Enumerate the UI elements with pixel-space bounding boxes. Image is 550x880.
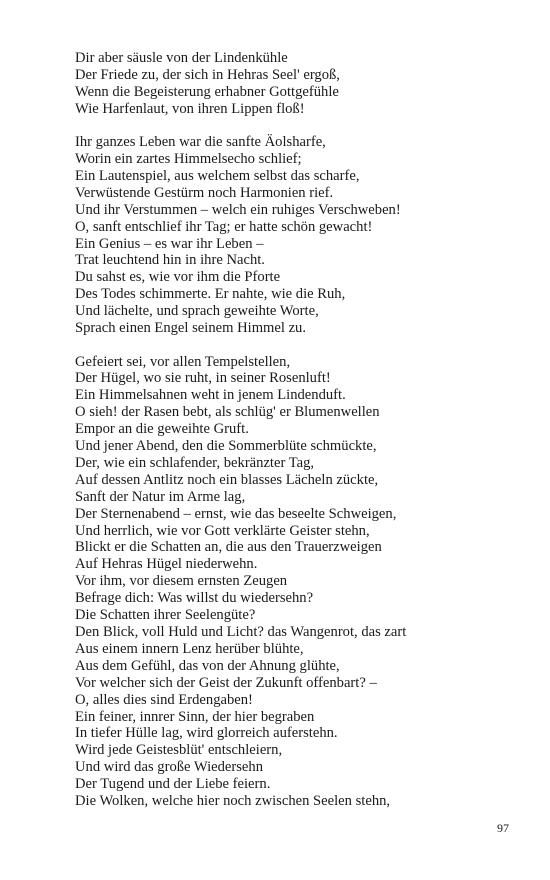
poem-line: Der Sternenabend – ernst, wie das beseelte Schweigen, bbox=[75, 505, 397, 522]
poem-line: Auf dessen Antlitz noch ein blasses Lächeln zückte, bbox=[75, 471, 379, 488]
poem-line: Sanft der Natur im Arme lag, bbox=[75, 488, 246, 505]
poem-line: In tiefer Hülle lag, wird glorreich auferstehn. bbox=[75, 725, 338, 742]
poem-line: Und lächelte, und sprach geweihte Worte, bbox=[75, 303, 319, 320]
poem-body bbox=[75, 50, 515, 826]
poem-line: Vor welcher sich der Geist der Zukunft offenbart? – bbox=[75, 674, 377, 691]
poem-line: Wird jede Geistesblüt' entschleiern, bbox=[75, 742, 283, 759]
poem-line: Den Blick, voll Huld und Licht? das Wangenrot, das zart bbox=[75, 624, 407, 640]
poem-line: Ein Genius – es war ihr Leben – bbox=[75, 235, 264, 252]
poem-line: Worin ein zartes Himmelsecho schlief; bbox=[75, 151, 302, 168]
poem-line: Aus einem innern Lenz herüber blühte, bbox=[75, 640, 304, 657]
poem-line: Die Wolken, welche hier noch zwischen Seelen stehn, bbox=[75, 793, 391, 810]
poem-line: Dir aber säusle von der Lindenkühle bbox=[75, 50, 288, 66]
poem-line: O, sanft entschlief ihr Tag; er hatte schön gewacht! bbox=[75, 218, 373, 235]
stanza bbox=[75, 134, 515, 337]
poem-line: Gefeiert sei, vor allen Tempelstellen, bbox=[75, 353, 291, 370]
poem-line: Und wird das große Wiedersehn bbox=[75, 759, 264, 776]
poem-line: Sprach einen Engel seinem Himmel zu. bbox=[75, 320, 306, 337]
poem-line: Verwüstende Gestürm noch Harmonien rief. bbox=[75, 184, 334, 201]
poem-line: Empor an die geweihte Gruft. bbox=[75, 421, 249, 438]
poem-line: Vor ihm, vor diesem ernsten Zeugen bbox=[75, 573, 288, 590]
poem-line: Der, wie ein schlafender, bekränzter Tag, bbox=[75, 454, 315, 471]
poem-line: Und ihr Verstummen – welch ein ruhiges Verschweben! bbox=[75, 201, 401, 218]
poem-line: Wenn die Begeisterung erhabner Gottgefühle bbox=[75, 83, 339, 100]
poem-line: Trat leuchtend hin in ihre Nacht. bbox=[75, 252, 265, 269]
poem-line: Aus dem Gefühl, das von der Ahnung glühte, bbox=[75, 657, 340, 674]
poem-line: Der Tugend und der Liebe feiern. bbox=[75, 776, 271, 793]
poem-line: Die Schatten ihrer Seelengüte? bbox=[75, 607, 256, 624]
poem-line: Und jener Abend, den die Sommerblüte schmückte, bbox=[75, 438, 377, 455]
poem-line: Befrage dich: Was willst du wiedersehn? bbox=[75, 590, 314, 607]
poem-line: Und herrlich, wie vor Gott verklärte Geister stehn, bbox=[75, 522, 370, 539]
poem-line: Auf Hehras Hügel niederwehn. bbox=[75, 556, 258, 573]
stanza bbox=[75, 354, 515, 810]
poem-line: Ein Lautenspiel, aus welchem selbst das scharfe, bbox=[75, 167, 360, 184]
poem-line: Der Hügel, wo sie ruht, in seiner Rosenluft! bbox=[75, 370, 331, 387]
poem-line: Des Todes schimmerte. Er nahte, wie die Ruh, bbox=[75, 286, 346, 303]
poem-line: O sieh! der Rasen bebt, als schlüg' er Blumenwellen bbox=[75, 404, 380, 421]
poem-line: Ein feiner, innrer Sinn, der hier begraben bbox=[75, 708, 315, 725]
poem-line: Blickt er die Schatten an, die aus den Trauerzweigen bbox=[75, 539, 382, 556]
page-number: 97 bbox=[497, 821, 509, 835]
poem-line: Der Friede zu, der sich in Hehras Seel' ergoß, bbox=[75, 66, 340, 83]
stanza bbox=[75, 50, 515, 118]
poem-line: O, alles dies sind Erdengaben! bbox=[75, 691, 253, 708]
poem-line: Du sahst es, wie vor ihm die Pforte bbox=[75, 269, 281, 286]
poem-line: Wie Harfenlaut, von ihren Lippen floß! bbox=[75, 100, 305, 117]
poem-line: Ein Himmelsahnen weht in jenem Lindenduft. bbox=[75, 387, 346, 404]
poem-line: Ihr ganzes Leben war die sanfte Äolsharfe, bbox=[75, 134, 326, 151]
